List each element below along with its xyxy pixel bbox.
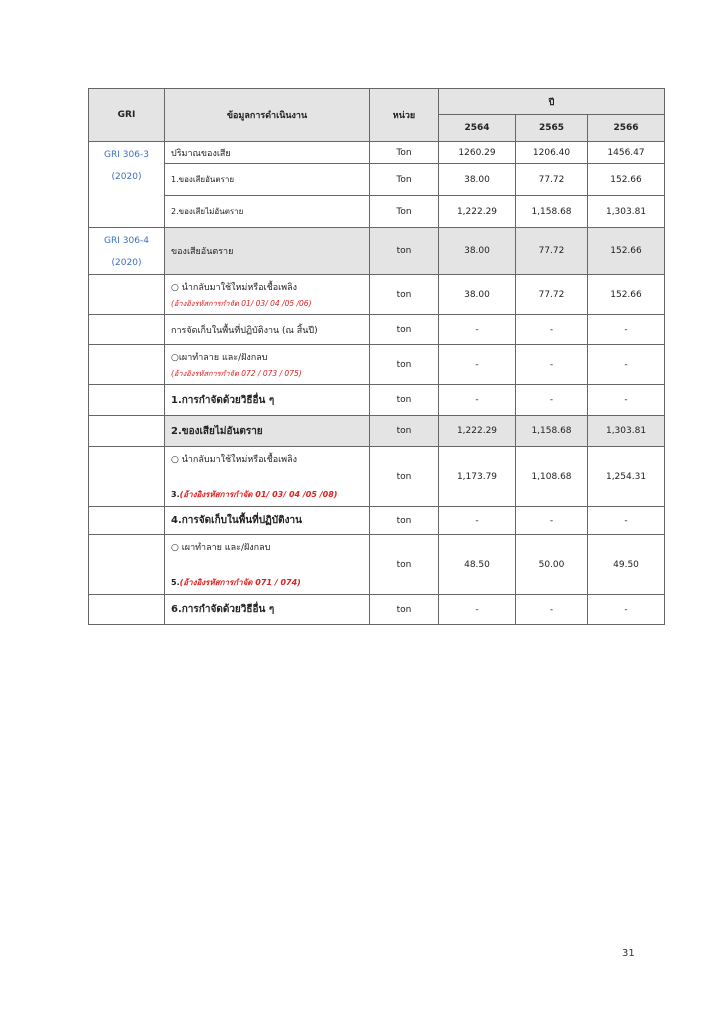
gri-empty-cell xyxy=(89,535,165,595)
ref-number: 5. xyxy=(171,578,180,587)
value-2565: 1,158.68 xyxy=(516,196,588,228)
value-2565: 77.72 xyxy=(516,164,588,196)
value-2565: - xyxy=(516,385,588,416)
header-year-2566: 2566 xyxy=(588,115,665,142)
row-desc: ○ เผาทำลาย และ/ฝังกลบ xyxy=(171,543,271,553)
value-2566: - xyxy=(588,385,665,416)
row-unit: Ton xyxy=(370,142,439,164)
value-2564: 1,173.79 xyxy=(439,447,516,507)
row-desc-cell xyxy=(165,447,370,507)
value-2566: 152.66 xyxy=(588,164,665,196)
value-2565: 77.72 xyxy=(516,275,588,315)
value-2564: 38.00 xyxy=(439,164,516,196)
row-desc: การจัดเก็บในพื้นที่ปฏิบัติงาน (ณ สิ้นปี) xyxy=(165,315,370,345)
value-2566: 1,303.81 xyxy=(588,416,665,447)
gri-code: GRI 306-3 xyxy=(104,150,149,160)
gri-empty-cell xyxy=(89,447,165,507)
row-desc: 4.การจัดเก็บในพื้นที่ปฏิบัติงาน xyxy=(165,507,370,535)
row-desc: 1.การกำจัดด้วยวิธีอื่น ๆ xyxy=(165,385,370,416)
gri-year: (2020) xyxy=(111,258,142,268)
value-2566: 1,254.31 xyxy=(588,447,665,507)
header-year-2565: 2565 xyxy=(516,115,588,142)
value-2565: 1,158.68 xyxy=(516,416,588,447)
gri-empty-cell xyxy=(89,416,165,447)
ref-note: (อ้างอิงรหัสการกำจัด 071 / 074) xyxy=(179,578,301,587)
gri-empty-cell xyxy=(89,315,165,345)
value-2564: - xyxy=(439,385,516,416)
gri-306-4-cell xyxy=(89,228,165,275)
value-2566: - xyxy=(588,507,665,535)
gri-empty-cell xyxy=(89,595,165,625)
value-2564: 38.00 xyxy=(439,275,516,315)
gri-306-3-cell xyxy=(89,142,165,228)
row-desc: ของเสียอันตราย xyxy=(165,228,370,275)
row-unit: ton xyxy=(370,416,439,447)
table-row xyxy=(89,535,665,595)
row-unit: ton xyxy=(370,315,439,345)
value-2565: 1,108.68 xyxy=(516,447,588,507)
value-2564: - xyxy=(439,345,516,385)
header-year-2564: 2564 xyxy=(439,115,516,142)
row-desc: ○ นำกลับมาใช้ใหม่หรือเชื้อเพลิง xyxy=(171,282,298,293)
value-2566: 1456.47 xyxy=(588,142,665,164)
header-gri: GRI xyxy=(89,89,165,142)
row-desc: 2.ของเสียไม่อันตราย xyxy=(165,196,370,228)
value-2565: - xyxy=(516,595,588,625)
row-desc: 2.ของเสียไม่อันตราย xyxy=(165,416,370,447)
value-2566: - xyxy=(588,315,665,345)
value-2564: - xyxy=(439,595,516,625)
row-unit: ton xyxy=(370,345,439,385)
row-desc: ○เผาทำลาย และ/ฝังกลบ xyxy=(171,352,268,363)
table-row xyxy=(89,507,665,535)
value-2566: 49.50 xyxy=(588,535,665,595)
gri-empty-cell xyxy=(89,345,165,385)
value-2564: 48.50 xyxy=(439,535,516,595)
row-note: (อ้างอิงรหัสการกำจัด 072 / 073 / 075) xyxy=(171,368,302,378)
value-2565: - xyxy=(516,507,588,535)
page-number: 31 xyxy=(622,948,635,959)
table-row xyxy=(89,315,665,345)
gri-empty-cell xyxy=(89,507,165,535)
value-2565: - xyxy=(516,345,588,385)
row-note: (อ้างอิงรหัสการกำจัด 01/ 03/ 04 /05 /06) xyxy=(171,298,312,308)
waste-data-table xyxy=(88,88,665,625)
row-unit: ton xyxy=(370,275,439,315)
gri-empty-cell xyxy=(89,385,165,416)
value-2564: - xyxy=(439,507,516,535)
row-unit: ton xyxy=(370,535,439,595)
row-desc-cell xyxy=(165,275,370,315)
value-2566: - xyxy=(588,595,665,625)
value-2564: 1260.29 xyxy=(439,142,516,164)
value-2566: 152.66 xyxy=(588,228,665,275)
row-ref xyxy=(171,576,363,589)
ref-note: (อ้างอิงรหัสการกำจัด 01/ 03/ 04 /05 /08) xyxy=(179,490,338,499)
row-ref xyxy=(171,488,363,501)
row-desc: ปริมาณของเสีย xyxy=(165,142,370,164)
value-2564: - xyxy=(439,315,516,345)
row-desc: ○ นำกลับมาใช้ใหม่หรือเชื้อเพลิง xyxy=(171,455,298,465)
gri-empty-cell xyxy=(89,275,165,315)
row-unit: ton xyxy=(370,507,439,535)
value-2565: 77.72 xyxy=(516,228,588,275)
table-row xyxy=(89,416,665,447)
value-2566: 152.66 xyxy=(588,275,665,315)
table-row xyxy=(89,345,665,385)
table-row xyxy=(89,142,665,164)
row-unit: ton xyxy=(370,447,439,507)
value-2564: 1,222.29 xyxy=(439,416,516,447)
header-year: ปี xyxy=(439,89,665,115)
value-2566: - xyxy=(588,345,665,385)
gri-code: GRI 306-4 xyxy=(104,236,149,246)
table-row xyxy=(89,385,665,416)
row-unit: Ton xyxy=(370,164,439,196)
header-unit: หน่วย xyxy=(370,89,439,142)
row-desc-cell xyxy=(165,535,370,595)
table-row xyxy=(89,275,665,315)
header-info: ข้อมูลการดำเนินงาน xyxy=(165,89,370,142)
row-unit: ton xyxy=(370,385,439,416)
table-row xyxy=(89,228,665,275)
row-unit: ton xyxy=(370,595,439,625)
ref-number: 3. xyxy=(171,490,180,499)
row-desc-cell xyxy=(165,345,370,385)
row-desc: 1.ของเสียอันตราย xyxy=(165,164,370,196)
value-2565: 50.00 xyxy=(516,535,588,595)
value-2565: - xyxy=(516,315,588,345)
value-2566: 1,303.81 xyxy=(588,196,665,228)
table-row xyxy=(89,196,665,228)
table-row xyxy=(89,595,665,625)
value-2564: 1,222.29 xyxy=(439,196,516,228)
row-desc: 6.การกำจัดด้วยวิธีอื่น ๆ xyxy=(165,595,370,625)
table-row xyxy=(89,447,665,507)
row-unit: ton xyxy=(370,228,439,275)
table-row xyxy=(89,164,665,196)
value-2565: 1206.40 xyxy=(516,142,588,164)
gri-year: (2020) xyxy=(111,172,142,182)
row-unit: Ton xyxy=(370,196,439,228)
value-2564: 38.00 xyxy=(439,228,516,275)
